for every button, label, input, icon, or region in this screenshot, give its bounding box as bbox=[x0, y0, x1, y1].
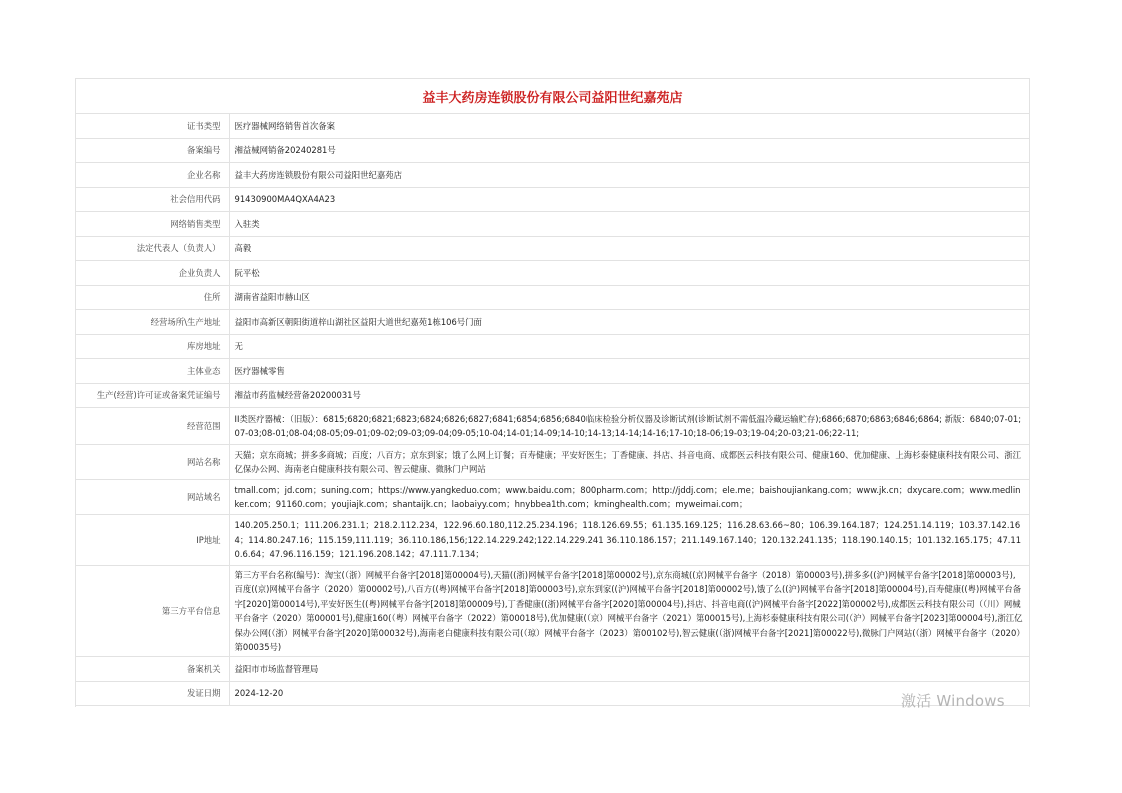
table-row-website-domains bbox=[76, 480, 1029, 515]
label-ip-addresses: IP地址 bbox=[76, 515, 229, 566]
value-filing-number: 湘益械网销备20240281号 bbox=[229, 138, 1029, 163]
label-website-names: 网站名称 bbox=[76, 445, 229, 480]
label-website-domains: 网站域名 bbox=[76, 480, 229, 515]
table-row-third-party-platforms bbox=[76, 566, 1029, 657]
label-business-scope: 经营范围 bbox=[76, 408, 229, 445]
label-third-party-platforms: 第三方平台信息 bbox=[76, 566, 229, 657]
value-license-number: 湘益市药监械经营备20200031号 bbox=[229, 383, 1029, 408]
table-row-business-scope bbox=[76, 408, 1029, 445]
label-company-name: 企业名称 bbox=[76, 163, 229, 188]
value-sales-type: 入驻类 bbox=[229, 212, 1029, 237]
table-row-warehouse-address bbox=[76, 334, 1029, 359]
label-sales-type: 网络销售类型 bbox=[76, 212, 229, 237]
label-legal-representative: 法定代表人（负责人） bbox=[76, 236, 229, 261]
document-title: 益丰大药房连锁股份有限公司益阳世纪嘉苑店 bbox=[422, 90, 683, 106]
label-license-number: 生产(经营)许可证或备案凭证编号 bbox=[76, 383, 229, 408]
value-filing-authority: 益阳市市场监督管理局 bbox=[229, 657, 1029, 682]
table-row-company-head bbox=[76, 261, 1029, 286]
value-business-format: 医疗器械零售 bbox=[229, 359, 1029, 384]
value-issue-date: 2024-12-20 bbox=[229, 681, 1029, 706]
value-business-scope: II类医疗器械：（旧版）：6815;6820;6821;6823;6824;6826;6827;6841;6854;6856;6840临床检验分析仪器及诊断试剂(诊断试剂不需低温冷藏运输贮存);6866;6870;6863;6846;6864; 新版：6840;07-01;07-03;08-01;08-04;08-05;09-01;09-02;09-03;09-04;09-05;10-04;14-01;14-09;14-10;14-13;14-14;14-16;17-10;18-06;19-03;19-04;20-03;21-06;22-11; bbox=[229, 408, 1029, 445]
table-row-certificate-type bbox=[76, 114, 1029, 138]
value-business-address: 益阳市高新区朝阳街道梓山湖社区益阳大道世纪嘉苑1栋106号门面 bbox=[229, 310, 1029, 335]
document-header bbox=[76, 79, 1029, 114]
table-row-sales-type bbox=[76, 212, 1029, 237]
table-row-business-address bbox=[76, 310, 1029, 335]
label-certificate-type: 证书类型 bbox=[76, 114, 229, 138]
filing-document bbox=[75, 78, 1030, 707]
table-row-legal-representative bbox=[76, 236, 1029, 261]
value-certificate-type: 医疗器械网络销售首次备案 bbox=[229, 114, 1029, 138]
table-row-filing-authority bbox=[76, 657, 1029, 682]
label-credit-code: 社会信用代码 bbox=[76, 187, 229, 212]
label-company-head: 企业负责人 bbox=[76, 261, 229, 286]
filing-info-table bbox=[76, 114, 1029, 706]
label-business-format: 主体业态 bbox=[76, 359, 229, 384]
value-ip-addresses: 140.205.250.1；111.206.231.1；218.2.112.234，122.96.60.180,112.25.234.196；118.126.69.55；61.135.169.125；116.28.63.66~80；106.39.164.187；124.251.14.119；103.37.142.164；114.80.247.16；115.159,111.119；36.110.186,156;122.14.229.242;122.14.229.241 36.110.186.157；211.149.167.140；120.132.241.135；118.190.140.15；101.132.165.175；47.110.6.64；47.96.116.159；121.196.208.142；47.111.7.134； bbox=[229, 515, 1029, 566]
label-residence: 住所 bbox=[76, 285, 229, 310]
table-row-website-names bbox=[76, 445, 1029, 480]
value-website-names: 天猫；京东商城；拼多多商城；百度；八百方；京东到家；饿了么网上订餐；百寿健康；平安好医生；丁香健康、抖店、抖音电商、成都医云科技有限公司、健康160、优加健康、上海杉泰健康科技有限公司、浙江亿保办公网、海南老白健康科技有限公司、智云健康、微脉门户网站 bbox=[229, 445, 1029, 480]
table-row-license-number bbox=[76, 383, 1029, 408]
table-row-business-format bbox=[76, 359, 1029, 384]
label-issue-date: 发证日期 bbox=[76, 681, 229, 706]
label-filing-authority: 备案机关 bbox=[76, 657, 229, 682]
table-row-ip-addresses bbox=[76, 515, 1029, 566]
value-warehouse-address: 无 bbox=[229, 334, 1029, 359]
value-credit-code: 91430900MA4QXA4A23 bbox=[229, 187, 1029, 212]
table-row-filing-number bbox=[76, 138, 1029, 163]
table-row-issue-date bbox=[76, 681, 1029, 706]
value-website-domains: tmall.com；jd.com；suning.com；https://www.yangkeduo.com；www.baidu.com；800pharm.com；http://jddj.com；ele.me；baishoujiankang.com；www.jk.cn；dxycare.com；www.medlinker.com；91160.com；youjiajk.com；shantaijk.cn；laobaiyy.com；hnybbea1th.com；kminghealth.com；myweimai.com； bbox=[229, 480, 1029, 515]
value-company-name: 益丰大药房连锁股份有限公司益阳世纪嘉苑店 bbox=[229, 163, 1029, 188]
table-row-company-name bbox=[76, 163, 1029, 188]
table-row-credit-code bbox=[76, 187, 1029, 212]
label-warehouse-address: 库房地址 bbox=[76, 334, 229, 359]
windows-activation-watermark: 激活 Windows bbox=[901, 692, 1005, 710]
label-business-address: 经营场所\生产地址 bbox=[76, 310, 229, 335]
table-row-residence bbox=[76, 285, 1029, 310]
value-third-party-platforms: 第三方平台名称(编号)：淘宝(（浙）网械平台备字[2018]第00004号),天猫((浙)网械平台备字[2018]第00002号),京东商城((京)网械平台备字（2018）第00003号),拼多多((沪)网械平台备字[2018]第00003号),百度((京)网械平台备字（2020）第00002号),八百方((粤)网械平台备字[2018]第00003号),京东到家((沪)网械平台备字[2018]第00002号),饿了么((沪)网械平台备字[2018]第00004号),百寿健康((粤)网械平台备字[2020]第00014号),平安好医生((粤)网械平台备字[2018]第00009号),丁香健康((浙)网械平台备字[2020]第00004号),抖店、抖音电商((沪)网械平台备字[2022]第00002号),成都医云科技有限公司（（川）网械平台备字（2020）第00001号),健康160(（粤）网械平台备字（2022）第00018号),优加健康(（京）网械平台备字（2021）第00015号),上海杉泰健康科技有限公司(（沪）网械平台备字[2023]第00004号),浙江亿保办公网(（浙）网械平台备字[2020]第00032号),海南老白健康科技有限公司(（琼）网械平台备字（2023）第00102号),智云健康(（浙)网械平台备字[2021]第00022号),微脉门户网站(（浙）网械平台备字（2020）第00035号) bbox=[229, 566, 1029, 657]
value-company-head: 阮平松 bbox=[229, 261, 1029, 286]
value-residence: 湖南省益阳市赫山区 bbox=[229, 285, 1029, 310]
value-legal-representative: 高毅 bbox=[229, 236, 1029, 261]
label-filing-number: 备案编号 bbox=[76, 138, 229, 163]
